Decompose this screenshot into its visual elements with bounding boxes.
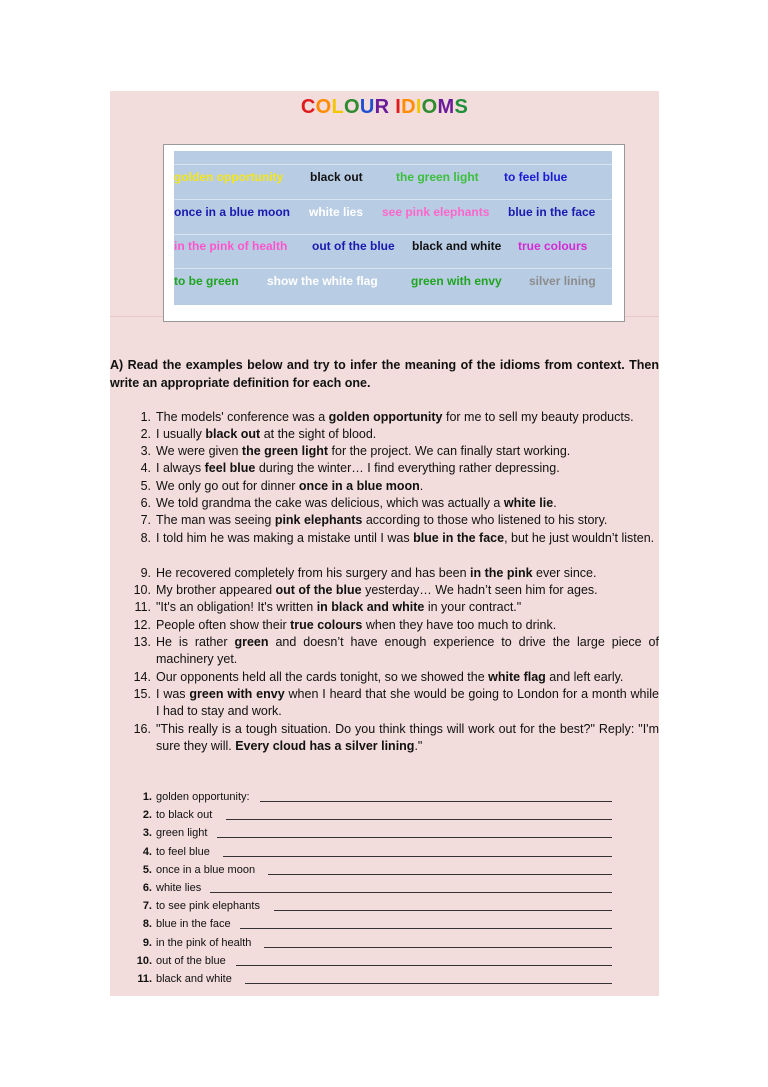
definition-number: 8. [142, 918, 152, 931]
answer-blank[interactable] [260, 788, 612, 802]
example-text [156, 599, 659, 616]
definition-label: black and white [156, 973, 232, 985]
example-text-part: We were given [156, 444, 242, 458]
example-idiom: green [234, 635, 269, 649]
title-letter: O [343, 96, 360, 118]
example-text [156, 443, 659, 460]
example-number: 3. [140, 444, 151, 458]
idiom-item: see pink elephants [382, 205, 490, 219]
page-title [110, 96, 659, 119]
example-idiom: out of the blue [275, 583, 362, 597]
title-letter: R [374, 96, 390, 118]
definition-label: white lies [156, 882, 202, 894]
idiom-item: black out [310, 170, 363, 184]
idiom-item: in the pink of health [174, 239, 288, 253]
idiom-item: golden opportunity [174, 170, 284, 184]
example-idiom: once in a blue moon [298, 479, 420, 493]
title-letter: U [359, 96, 375, 118]
example-idiom: in black and white [316, 600, 425, 614]
example-text-part: Our opponents held all the cards tonight, so we showed the [156, 670, 489, 684]
title-letter: D [401, 96, 416, 118]
idiom-item: out of the blue [312, 239, 395, 253]
example-text [156, 409, 659, 426]
example-number: 4. [140, 461, 151, 475]
title-letter: O [315, 96, 332, 118]
answer-blank[interactable] [217, 824, 612, 838]
example-number: 1. [140, 410, 151, 424]
definition-label: out of the blue [156, 954, 226, 967]
answer-blank[interactable] [210, 879, 612, 893]
example-text-part: in your contract." [424, 600, 522, 614]
example-text-part: . [553, 496, 557, 510]
title-letter: I [415, 96, 422, 118]
example-text [156, 478, 659, 495]
definition-label: once in a blue moon [156, 863, 256, 876]
example-idiom: Every cloud has a silver lining [235, 739, 415, 754]
example-text-part: during the winter… I find everything rather depressing. [255, 461, 560, 475]
example-text-part: when they have too much to drink. [362, 618, 557, 632]
answer-blank[interactable] [268, 861, 612, 875]
definition-number: 9. [142, 936, 152, 949]
example-text-part: We told grandma the cake was delicious, which was actually a [156, 496, 504, 510]
example-text [156, 721, 659, 756]
idiom-item: the green light [396, 170, 479, 184]
example-idiom: golden opportunity [328, 410, 443, 424]
example-text [156, 565, 659, 582]
example-idiom: blue in the face [413, 531, 505, 545]
example-text-part: We only go out for dinner [156, 479, 299, 493]
definition-label: blue in the face [156, 918, 231, 931]
example-number: 15. [133, 687, 151, 701]
example-text [156, 686, 659, 721]
idiom-item: to feel blue [504, 170, 568, 184]
example-idiom: in the pink [470, 566, 533, 580]
example-idiom: green with envy [189, 687, 285, 701]
example-number: 10. [133, 583, 151, 597]
example-text [156, 669, 659, 686]
example-number: 12. [133, 618, 151, 632]
example-text-part: I was [156, 687, 190, 701]
example-text-part: I always [156, 461, 205, 475]
example-text [156, 460, 659, 477]
answer-blank[interactable] [264, 934, 612, 948]
example-text-part: I told him he was making a mistake until I was [156, 531, 414, 545]
answer-blank[interactable] [245, 970, 612, 984]
example-text [156, 512, 659, 529]
example-text-part: ever since. [532, 566, 597, 580]
example-text-part: according to those who listened to his story. [362, 513, 608, 527]
example-text-part: and left early. [545, 670, 624, 684]
example-idiom: pink elephants [274, 513, 363, 527]
example-number: 13. [133, 635, 151, 649]
definition-number: 6. [142, 882, 152, 894]
example-number: 14. [133, 670, 151, 684]
title-letter: I [395, 96, 402, 118]
example-idiom: true colours [290, 618, 363, 632]
idiom-item: show the white flag [267, 274, 378, 288]
definition-number: 3. [142, 827, 152, 840]
example-idiom: the green light [241, 444, 329, 458]
title-letter: L [331, 96, 344, 118]
example-text-part: and doesn’t have enough experience to drive the large piece of machinery yet. [156, 635, 659, 667]
example-text [156, 426, 659, 443]
example-text [156, 530, 659, 547]
idiom-item: once in a blue moon [174, 205, 291, 219]
answer-blank[interactable] [226, 806, 612, 820]
title-letter: O [421, 96, 438, 118]
example-text-part: My brother appeared [156, 583, 276, 597]
example-text-part: when I heard that she would be going to London for a month while I had to stay and work. [156, 687, 659, 719]
answer-blank[interactable] [240, 915, 612, 929]
idiom-item: true colours [518, 239, 588, 253]
idiom-item: silver lining [529, 274, 596, 288]
example-text-part: yesterday… We hadn’t seen him for ages. [361, 583, 598, 597]
example-text-part: , but he just wouldn’t listen. [504, 531, 655, 545]
definition-label: golden opportunity: [156, 791, 250, 803]
example-idiom: black out [205, 427, 261, 441]
idiom-box [174, 151, 612, 305]
example-text-part: for me to sell my beauty products. [442, 410, 634, 424]
example-text-part: I usually [156, 427, 206, 441]
example-number: 2. [140, 427, 151, 441]
example-text-part: . [419, 479, 424, 493]
example-text-part: ." [414, 739, 423, 754]
answer-blank[interactable] [236, 952, 612, 966]
title-letter: S [454, 96, 469, 118]
title-letter: C [300, 96, 316, 118]
example-text-part: People often show their [156, 618, 291, 632]
definition-label: in the pink of health [156, 936, 252, 949]
example-number: 11. [134, 600, 151, 614]
definition-number: 5. [142, 863, 152, 876]
example-text-part: for the project. We can finally start working. [328, 444, 571, 458]
idiom-item: to be green [174, 274, 239, 288]
answer-blank[interactable] [223, 843, 612, 857]
definition-label: to black out [156, 809, 213, 822]
example-number: 8. [140, 531, 151, 545]
idiom-item: blue in the face [508, 205, 596, 219]
example-text-part: The man was seeing [156, 513, 275, 527]
example-idiom: white lie [503, 496, 554, 510]
answer-blank[interactable] [274, 897, 612, 911]
title-letter: M [437, 96, 455, 118]
definition-label: to feel blue [156, 845, 210, 858]
example-text-part: He recovered completely from his surgery and has been [156, 566, 471, 580]
idiom-item: black and white [412, 239, 502, 253]
example-number: 9. [140, 566, 151, 580]
example-text [156, 617, 659, 634]
example-idiom: feel blue [204, 461, 256, 475]
idiom-item: green with envy [411, 274, 502, 288]
example-text [156, 634, 659, 669]
example-text-part: "It's an obligation! It's written [156, 600, 317, 614]
example-text [156, 495, 659, 512]
example-idiom: white flag [488, 670, 546, 684]
example-number: 7. [140, 513, 151, 527]
example-text-part: "This really is a tough situation. Do you think things will work out for the best?" Reply: "I'm sure they will. [156, 722, 659, 754]
definition-number: 10. [136, 954, 152, 967]
example-number: 5. [140, 479, 151, 493]
definition-number: 2. [142, 809, 152, 822]
definition-number: 1. [142, 791, 152, 803]
example-number: 16. [133, 722, 151, 736]
example-number: 6. [140, 496, 151, 510]
definition-number: 4. [142, 845, 152, 858]
idiom-item: white lies [309, 205, 364, 219]
definition-label: green light [156, 827, 208, 840]
instructions: A) Read the examples below and try to infer the meaning of the idioms from context. Then write an appropriate definition for each one. [110, 358, 659, 390]
example-text-part: at the sight of blood. [260, 427, 377, 441]
definition-number: 7. [142, 900, 152, 913]
example-text-part: He is rather [156, 635, 235, 649]
example-text [156, 582, 659, 599]
example-text-part: The models' conference was a [156, 410, 329, 424]
definition-label: to see pink elephants [156, 900, 260, 913]
definition-number: 11. [137, 973, 152, 985]
